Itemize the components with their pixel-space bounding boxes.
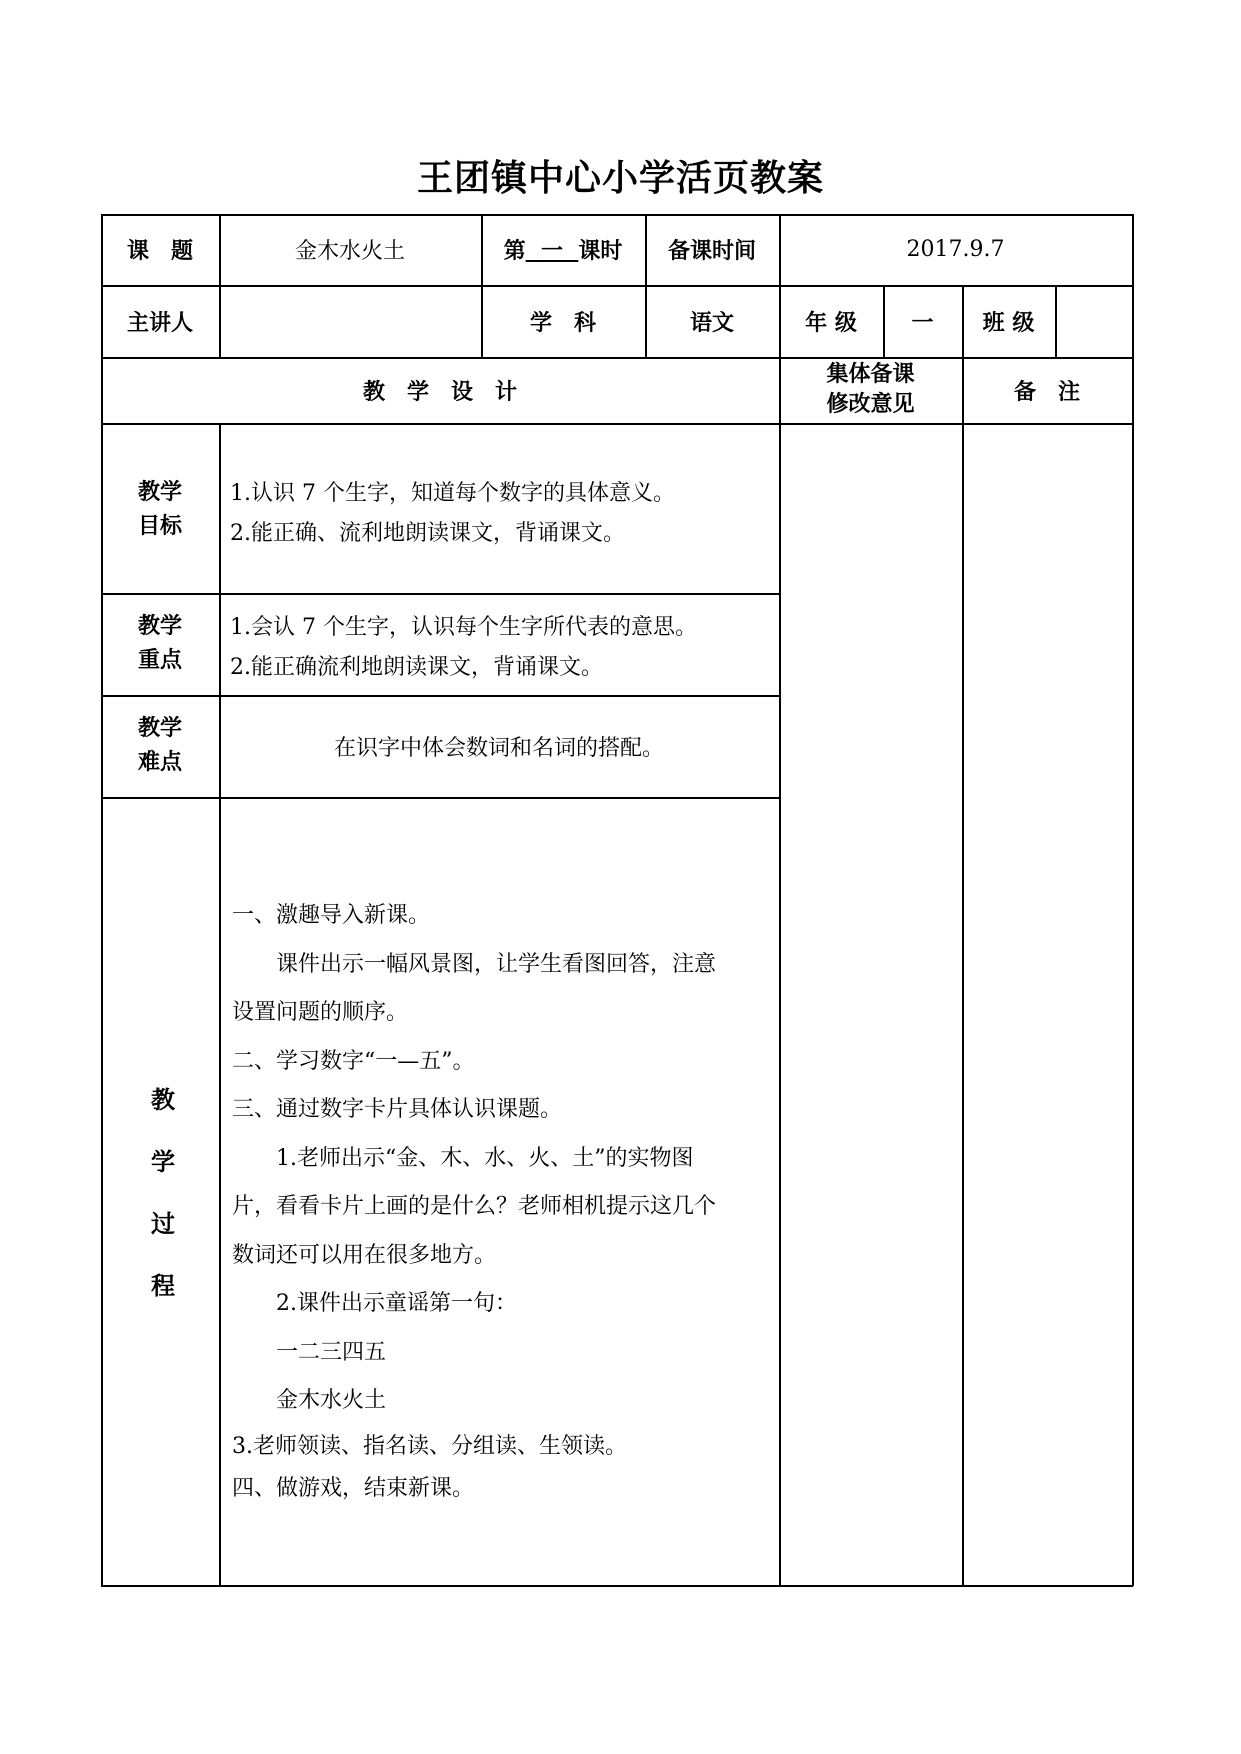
grade-value: 一 bbox=[911, 310, 934, 336]
class-value bbox=[1055, 285, 1132, 357]
collective-line2: 修改意见 bbox=[826, 392, 915, 417]
topic-value: 金木水火土 bbox=[294, 239, 405, 264]
row-divider bbox=[101, 423, 1133, 425]
row-divider bbox=[101, 593, 780, 595]
focus-item: 2.能正确流利地朗读课文，背诵课文。 bbox=[230, 655, 603, 680]
focus-label-line2: 重点 bbox=[137, 648, 182, 673]
lesson-prefix: 第 bbox=[503, 239, 526, 264]
focus-label-line1: 教学 bbox=[137, 614, 182, 639]
page-title: 王团镇中心小学活页教案 bbox=[416, 158, 824, 199]
process-line: 数词还可以用在很多地方。 bbox=[232, 1242, 497, 1268]
col-divider bbox=[962, 285, 964, 1586]
grade-label: 年 级 bbox=[805, 310, 857, 336]
process-line: 片，看看卡片上画的是什么？老师相机提示这几个 bbox=[232, 1194, 717, 1219]
difficulty-label-line2: 难点 bbox=[137, 750, 182, 775]
lesson-num: 一 bbox=[540, 239, 563, 264]
process-line: 2.课件出示童谣第一句： bbox=[232, 1291, 517, 1316]
process-line: 金木水火土 bbox=[232, 1388, 387, 1413]
lesson-number bbox=[481, 214, 645, 285]
process-label-char: 教 bbox=[151, 1086, 175, 1114]
process-label-char: 学 bbox=[151, 1148, 175, 1176]
table-border-right bbox=[1132, 214, 1134, 1586]
difficulty-content: 在识字中体会数词和名词的搭配。 bbox=[333, 735, 664, 761]
process-line: 二、学习数字“一—五”。 bbox=[232, 1048, 475, 1074]
subject-value: 语文 bbox=[689, 310, 734, 336]
focus-label bbox=[101, 604, 219, 684]
collective-label bbox=[779, 357, 962, 423]
goals-label-line1: 教学 bbox=[137, 480, 182, 505]
process-line: 课件出示一幅风景图，让学生看图回答，注意 bbox=[232, 951, 717, 977]
process-line: 一、激趣导入新课。 bbox=[232, 903, 431, 928]
difficulty-label-line1: 教学 bbox=[137, 716, 182, 741]
design-label: 教 学 设 计 bbox=[362, 379, 517, 405]
process-label-char: 过 bbox=[151, 1210, 175, 1238]
process-content bbox=[232, 892, 777, 1510]
class-label: 班 级 bbox=[982, 310, 1035, 336]
row-divider bbox=[101, 797, 780, 799]
process-line: 三、通过数字卡片具体认识课题。 bbox=[232, 1097, 563, 1122]
table-border-bottom bbox=[101, 1585, 1133, 1587]
goals-item: 1.认识 7 个生字，知道每个数字的具体意义。 bbox=[230, 481, 675, 506]
process-line: 3.老师领读、指名读、分组读、生领读。 bbox=[232, 1433, 627, 1459]
notes-label: 备 注 bbox=[1013, 379, 1080, 405]
prep-time-value: 2017.9.7 bbox=[906, 237, 1005, 262]
collective-line1: 集体备课 bbox=[826, 362, 915, 387]
process-line: 1.老师出示“金、木、水、火、土”的实物图 bbox=[232, 1145, 694, 1171]
prep-time-label: 备课时间 bbox=[667, 239, 756, 264]
focus-item: 1.会认 7 个生字，认识每个生字所代表的意思。 bbox=[230, 615, 697, 640]
process-line: 一二三四五 bbox=[232, 1339, 387, 1365]
process-line: 四、做游戏，结束新课。 bbox=[232, 1475, 475, 1501]
subject-label: 学 科 bbox=[529, 310, 596, 336]
goals-content bbox=[230, 474, 770, 554]
topic-label: 课 题 bbox=[126, 239, 193, 264]
col-divider bbox=[219, 423, 221, 1586]
lesson-suffix: 课时 bbox=[578, 239, 623, 264]
process-label bbox=[148, 1080, 178, 1328]
focus-content bbox=[230, 608, 770, 688]
lecturer-label: 主讲人 bbox=[126, 310, 193, 336]
process-line: 设置问题的顺序。 bbox=[232, 1000, 409, 1025]
process-label-char: 程 bbox=[151, 1272, 175, 1300]
goals-label-line2: 目标 bbox=[137, 514, 182, 539]
goals-label bbox=[101, 470, 219, 550]
goals-item: 2.能正确、流利地朗读课文，背诵课文。 bbox=[230, 521, 625, 546]
difficulty-label bbox=[101, 706, 219, 786]
lecturer-value bbox=[219, 285, 481, 357]
